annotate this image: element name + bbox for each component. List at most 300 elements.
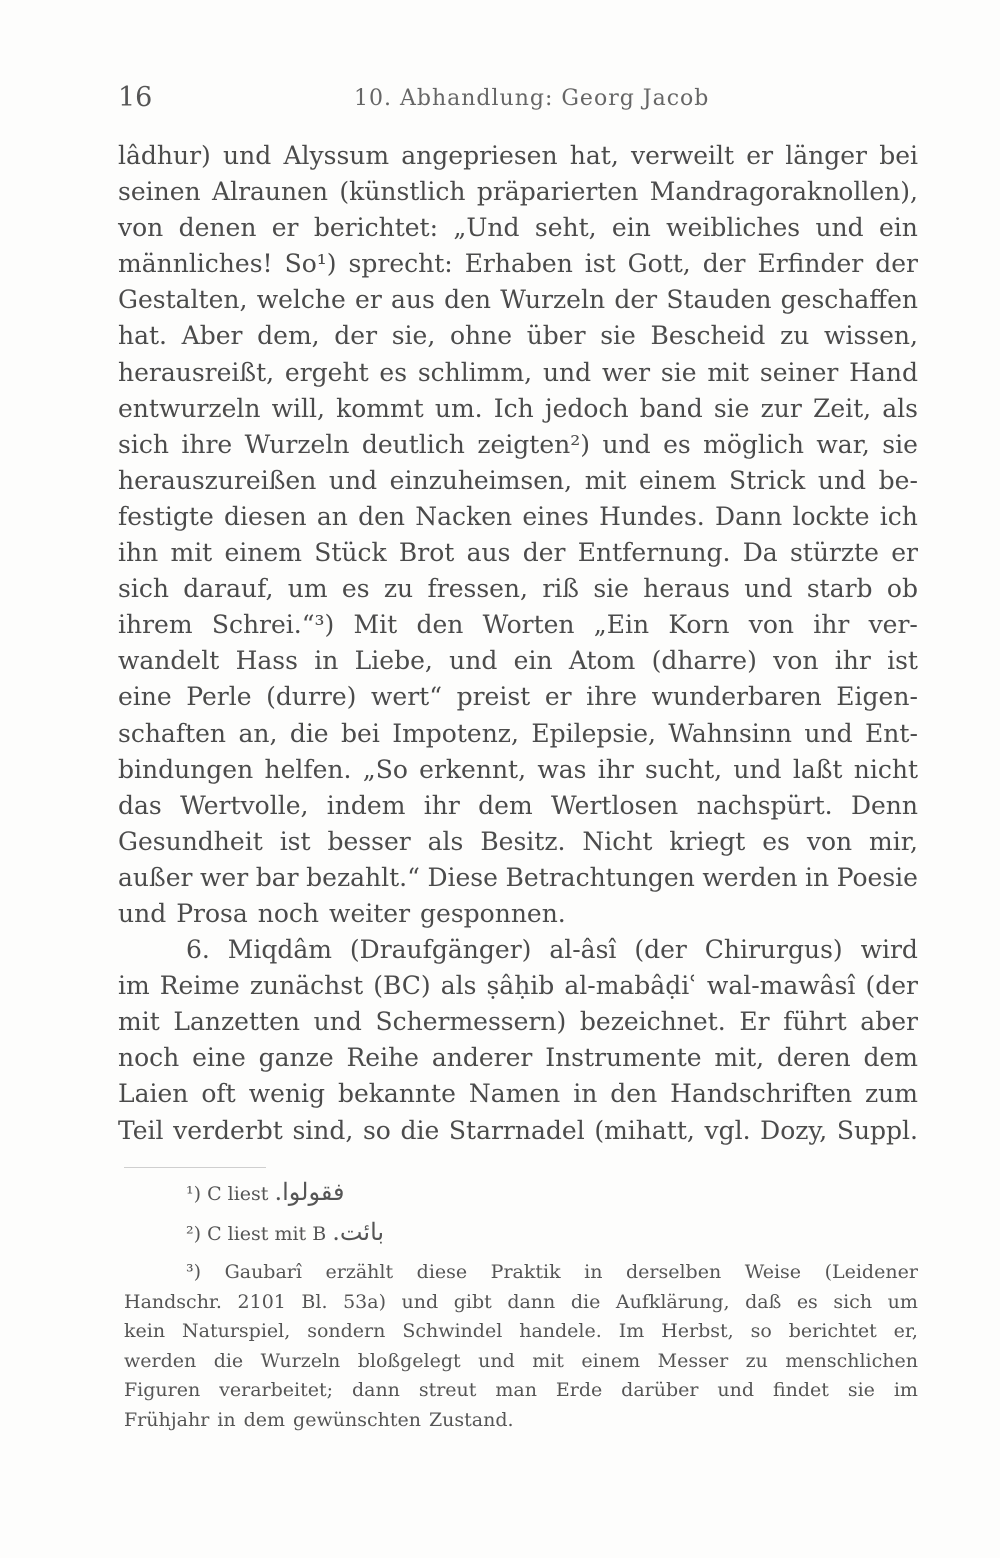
- word: Stauden: [666, 285, 772, 315]
- word: sucht,: [645, 754, 723, 784]
- word: helfen.: [264, 754, 352, 784]
- word: und: [223, 141, 272, 170]
- word: einem: [581, 1349, 641, 1372]
- word: Ent-: [865, 718, 918, 748]
- word: zunächst: [249, 971, 364, 1001]
- word: der: [702, 249, 746, 279]
- word: möglich: [703, 429, 804, 459]
- text-line: [118, 860, 918, 896]
- word: ein: [513, 646, 553, 676]
- text-line: [118, 535, 918, 571]
- word: und: [733, 754, 782, 784]
- word: ³): [186, 1261, 202, 1283]
- word: ergeht: [284, 357, 369, 387]
- word: nicht: [853, 754, 918, 784]
- text-line: [118, 968, 918, 1004]
- word: zu: [383, 574, 414, 604]
- word: Lanzetten: [173, 1007, 300, 1037]
- word: Zeit,: [812, 393, 872, 423]
- word: wert“: [371, 682, 442, 712]
- word: Eigen-: [836, 682, 918, 712]
- word: noch: [118, 1043, 180, 1073]
- word: vgl.: [704, 1115, 751, 1145]
- word: Aber: [181, 321, 243, 351]
- page-header: [118, 82, 918, 122]
- word: im: [893, 1379, 918, 1401]
- text-line: [118, 1076, 918, 1112]
- word: eine: [118, 682, 172, 712]
- word: Perle: [186, 682, 252, 712]
- word: Schwindel: [402, 1320, 503, 1342]
- word: sind,: [292, 1115, 354, 1145]
- word: mir,: [869, 826, 918, 856]
- word: den: [358, 501, 406, 531]
- word: bei: [879, 141, 918, 170]
- word: laßt: [792, 754, 843, 784]
- word: als: [427, 826, 464, 856]
- word: der: [614, 285, 658, 315]
- text-line: [118, 499, 918, 535]
- word: Dann: [715, 501, 783, 531]
- word: über: [526, 321, 586, 351]
- word: seinen: [118, 177, 201, 207]
- word: Impotenz,: [392, 718, 519, 748]
- word: zu: [780, 321, 810, 351]
- word: Gaubarî: [224, 1261, 302, 1283]
- text-line: [118, 463, 918, 499]
- text-line: [118, 607, 918, 643]
- word: und: [602, 429, 651, 459]
- word: zum: [865, 1079, 918, 1109]
- word: Hundes.: [599, 501, 705, 531]
- word: riß: [542, 574, 579, 604]
- word: Starrnadel: [448, 1115, 585, 1145]
- word: Frühjahr: [124, 1408, 210, 1431]
- word: wissen,: [824, 321, 918, 351]
- word: zeigten²): [477, 429, 591, 459]
- word: (der: [634, 935, 687, 965]
- word: Wertlosen: [551, 790, 679, 820]
- word: fressen,: [427, 574, 528, 604]
- word: wunderbaren: [651, 682, 822, 712]
- word: Betrachtungen: [505, 862, 695, 892]
- word: Worten: [482, 610, 575, 640]
- word: seiner: [759, 357, 839, 387]
- word: Teil: [118, 1115, 164, 1145]
- word: Wahnsinn: [668, 718, 793, 748]
- word: welche: [256, 285, 346, 315]
- word: es: [762, 826, 790, 856]
- word: gesponnen.: [420, 898, 566, 928]
- word: mit: [170, 538, 213, 568]
- text-line: [118, 138, 918, 174]
- main-text: [118, 138, 918, 1149]
- word: Wertvolle,: [180, 790, 309, 820]
- word: daß: [745, 1290, 782, 1313]
- word: und: [815, 213, 864, 243]
- text-line: [118, 1004, 918, 1040]
- word: der: [334, 321, 378, 351]
- word: die: [289, 718, 329, 748]
- text-line: [118, 643, 918, 679]
- word: Bl.: [301, 1290, 328, 1313]
- word: führt: [783, 1007, 847, 1037]
- word: denen: [178, 213, 257, 243]
- word: man: [495, 1379, 537, 1401]
- word: mit: [584, 465, 627, 495]
- word: Stück: [314, 538, 387, 568]
- word: berichtet: [788, 1320, 877, 1342]
- word: und: [313, 1007, 362, 1037]
- word: kommt: [336, 393, 424, 423]
- word: Dozy,: [760, 1115, 828, 1145]
- word: und: [478, 1349, 515, 1372]
- footnote-line: [124, 1258, 918, 1288]
- word: schaften: [118, 718, 227, 748]
- footnote-2: [124, 1218, 918, 1258]
- word: (Draufgänger): [349, 935, 532, 965]
- word: sie: [713, 393, 750, 423]
- word: (dharre): [651, 646, 757, 676]
- word: ihre: [181, 429, 233, 459]
- word: Diese: [427, 862, 498, 892]
- word: seht,: [534, 213, 597, 243]
- word: Instrumente: [545, 1043, 702, 1073]
- word: von: [748, 610, 794, 640]
- word: 53a): [343, 1290, 386, 1313]
- word: Schrei.“³): [211, 610, 335, 640]
- word: eines: [522, 501, 589, 531]
- word: werden: [124, 1349, 197, 1372]
- word: Prosa: [176, 898, 248, 928]
- word: ist: [584, 249, 616, 279]
- word: 2101: [237, 1290, 286, 1313]
- word: sich: [118, 574, 169, 604]
- word: ihr: [423, 790, 460, 820]
- word: wer: [200, 862, 249, 892]
- word: Liebe,: [354, 646, 433, 676]
- word: ihrem: [118, 610, 193, 640]
- word: was: [537, 754, 587, 784]
- word: festigte: [118, 501, 214, 531]
- word: mit,: [714, 1043, 765, 1073]
- word: ihr: [813, 610, 850, 640]
- word: diesen: [224, 501, 307, 531]
- word: er: [746, 141, 774, 170]
- word: hat,: [569, 141, 619, 170]
- word: länger: [785, 141, 867, 170]
- word: besser: [327, 826, 411, 856]
- word: 6.: [186, 935, 210, 965]
- word: wird: [860, 935, 918, 965]
- word: und: [804, 718, 853, 748]
- word: stürzte: [789, 538, 879, 568]
- word: in: [314, 646, 339, 676]
- word: dann: [351, 1379, 400, 1401]
- word: Weise: [744, 1261, 802, 1283]
- word: ganze: [258, 1043, 334, 1073]
- word: sie: [600, 321, 636, 351]
- word: sie,: [391, 321, 436, 351]
- word: als: [882, 393, 918, 423]
- word: eine: [192, 1043, 246, 1073]
- word: Aufklärung,: [615, 1290, 730, 1313]
- word: Schermessern): [375, 1007, 567, 1037]
- word: und: [817, 465, 867, 495]
- word: darauf,: [183, 574, 274, 604]
- word: in: [805, 862, 830, 892]
- word: zur: [760, 393, 802, 423]
- word: an,: [238, 718, 278, 748]
- text-line: [118, 824, 918, 860]
- word: be-: [878, 465, 918, 495]
- word: präparierten: [476, 177, 639, 207]
- word: Praktik: [490, 1261, 561, 1283]
- word: wandelt: [118, 646, 220, 676]
- word: den: [444, 285, 492, 315]
- word: Namen: [468, 1079, 561, 1109]
- word: (durre): [266, 682, 357, 712]
- text-line: [118, 318, 918, 354]
- word: einem: [639, 465, 717, 495]
- word: es: [796, 1290, 818, 1313]
- word: dem: [478, 790, 533, 820]
- word: er: [891, 538, 918, 568]
- word: an: [316, 501, 348, 531]
- text-line: [118, 1040, 918, 1076]
- word: al-âsî: [549, 935, 617, 965]
- word: und: [449, 646, 498, 676]
- arabic-word: بائت.: [332, 1218, 385, 1246]
- footnote-line: [124, 1347, 918, 1377]
- running-head: 10. Abhandlung: Georg Jacob: [354, 86, 710, 111]
- word: handele.: [519, 1320, 602, 1342]
- word: er,: [893, 1320, 918, 1342]
- word: ein: [879, 213, 918, 243]
- word: (der: [865, 971, 918, 1001]
- word: weibliches: [666, 213, 801, 243]
- word: sondern: [307, 1320, 386, 1342]
- word: das: [118, 790, 162, 820]
- word: Da: [742, 538, 778, 568]
- word: deutlich: [361, 429, 465, 459]
- word: verweilt: [630, 141, 735, 170]
- word: Besitz.: [480, 826, 566, 856]
- word: erzählt: [325, 1261, 394, 1283]
- word: Figuren: [124, 1379, 201, 1401]
- word: Gott,: [627, 249, 691, 279]
- word: als: [440, 971, 477, 1001]
- word: herauszureißen: [118, 465, 317, 495]
- word: sich: [118, 429, 169, 459]
- word: von: [806, 826, 853, 856]
- word: (BC): [373, 971, 431, 1001]
- word: diese: [416, 1261, 468, 1283]
- word: Denn: [850, 790, 918, 820]
- word: zu: [745, 1349, 768, 1372]
- word: findet: [772, 1379, 829, 1401]
- word: Reime: [159, 971, 240, 1001]
- word: um: [287, 574, 328, 604]
- text-line: [118, 788, 918, 824]
- word: und: [328, 465, 378, 495]
- word: sie: [847, 1379, 875, 1401]
- word: er: [544, 682, 572, 712]
- word: will,: [271, 393, 325, 423]
- word: Erhaben: [464, 249, 573, 279]
- word: aus: [466, 538, 511, 568]
- word: angepriesen: [401, 141, 558, 170]
- word: Brot: [398, 538, 455, 568]
- text-line: [118, 896, 918, 932]
- text-line: [118, 174, 918, 210]
- word: Hand: [849, 357, 918, 387]
- word: sie: [660, 357, 697, 387]
- word: gewünschten: [293, 1408, 421, 1431]
- word: Chirurgus): [704, 935, 843, 965]
- word: ihre: [586, 682, 637, 712]
- word: (mihatt,: [594, 1115, 695, 1145]
- word: dem,: [257, 321, 320, 351]
- page-number: 16: [118, 82, 153, 113]
- word: dem: [863, 1043, 918, 1073]
- footnote-line: [124, 1406, 918, 1436]
- word: oft: [201, 1079, 236, 1109]
- word: Erfinder: [757, 249, 864, 279]
- word: Herbst,: [661, 1320, 734, 1342]
- word: Alyssum: [283, 141, 390, 170]
- word: lockte: [792, 501, 870, 531]
- word: Erde: [555, 1379, 603, 1401]
- word: schlimm,: [417, 357, 533, 387]
- word: Handschriften: [670, 1079, 853, 1109]
- word: preist: [456, 682, 531, 712]
- word: sie: [882, 429, 918, 459]
- word: jedoch: [544, 393, 629, 423]
- word: Ich: [493, 393, 534, 423]
- text-line: [118, 752, 918, 788]
- footnote-text: ¹) C liest: [186, 1183, 269, 1205]
- word: mit: [707, 357, 750, 387]
- word: bar: [255, 862, 299, 892]
- word: Er: [739, 1007, 770, 1037]
- word: den: [416, 610, 464, 640]
- word: war,: [816, 429, 870, 459]
- word: derselben: [626, 1261, 722, 1283]
- word: bezeichnet.: [579, 1007, 726, 1037]
- footnote-3: [124, 1258, 918, 1435]
- text-line: [118, 355, 918, 391]
- word: dem: [243, 1408, 286, 1431]
- word: wer: [601, 357, 651, 387]
- word: herausreißt,: [118, 357, 275, 387]
- word: außer: [118, 862, 193, 892]
- word: entwurzeln: [118, 393, 261, 423]
- word: Alraunen: [212, 177, 329, 207]
- word: weiter: [329, 898, 411, 928]
- text-line: [118, 282, 918, 318]
- word: es: [379, 357, 408, 387]
- footnote-line: [124, 1376, 918, 1406]
- word: So¹): [284, 249, 337, 279]
- word: ver-: [868, 610, 918, 640]
- arabic-word: فقولوا.: [274, 1178, 345, 1206]
- word: aus: [391, 285, 435, 315]
- word: ein: [611, 213, 651, 243]
- word: „Ein: [593, 610, 650, 640]
- word: die: [400, 1115, 440, 1145]
- text-line: [118, 571, 918, 607]
- footnote-rule: [124, 1167, 266, 1168]
- word: ob: [886, 574, 918, 604]
- word: der: [875, 249, 918, 279]
- word: kriegt: [669, 826, 746, 856]
- word: starb: [806, 574, 873, 604]
- word: deren: [776, 1043, 851, 1073]
- word: menschlichen: [785, 1349, 918, 1372]
- footnote-1: [124, 1178, 918, 1218]
- word: ohne: [449, 321, 513, 351]
- word: so: [750, 1320, 772, 1342]
- word: die: [213, 1349, 244, 1372]
- word: aber: [860, 1007, 918, 1037]
- word: band: [639, 393, 703, 423]
- word: Hass: [235, 646, 298, 676]
- word: darüber: [621, 1379, 699, 1401]
- word: anderer: [431, 1043, 533, 1073]
- word: er: [355, 285, 382, 315]
- word: Wurzeln: [500, 285, 606, 315]
- word: ṣâḥib: [486, 971, 555, 1001]
- word: einem: [224, 538, 302, 568]
- word: verderbt: [173, 1115, 283, 1145]
- text-line: [118, 427, 918, 463]
- word: er: [271, 213, 299, 243]
- word: sprecht:: [348, 249, 453, 279]
- word: und: [542, 357, 592, 387]
- word: und: [744, 574, 793, 604]
- word: geschaffen: [780, 285, 918, 315]
- word: und: [118, 898, 167, 928]
- word: noch: [257, 898, 320, 928]
- word: Laien: [118, 1079, 189, 1109]
- word: in: [573, 1079, 598, 1109]
- word: Mandragoraknollen),: [649, 177, 918, 207]
- word: Suppl.: [836, 1115, 918, 1145]
- word: Epilepsie,: [531, 718, 656, 748]
- word: den: [610, 1079, 658, 1109]
- word: nachspürt.: [696, 790, 833, 820]
- word: berichtet:: [313, 213, 439, 243]
- word: Strick: [729, 465, 806, 495]
- word: Nicht: [582, 826, 653, 856]
- word: Miqdâm: [227, 935, 332, 965]
- word: Handschr.: [124, 1290, 222, 1313]
- word: dann: [507, 1290, 556, 1313]
- word: bindungen: [118, 754, 254, 784]
- word: Reihe: [346, 1043, 419, 1073]
- word: heraus: [643, 574, 730, 604]
- word: mit: [118, 1007, 160, 1037]
- word: Naturspiel,: [182, 1320, 291, 1342]
- word: Bescheid: [650, 321, 766, 351]
- word: verarbeitet;: [219, 1379, 334, 1401]
- word: (Leidener: [824, 1261, 918, 1283]
- word: (künstlich: [339, 177, 466, 207]
- word: Wurzeln: [244, 429, 350, 459]
- word: al-mabâḍiʿ: [564, 971, 697, 1001]
- word: Entfernung.: [577, 538, 731, 568]
